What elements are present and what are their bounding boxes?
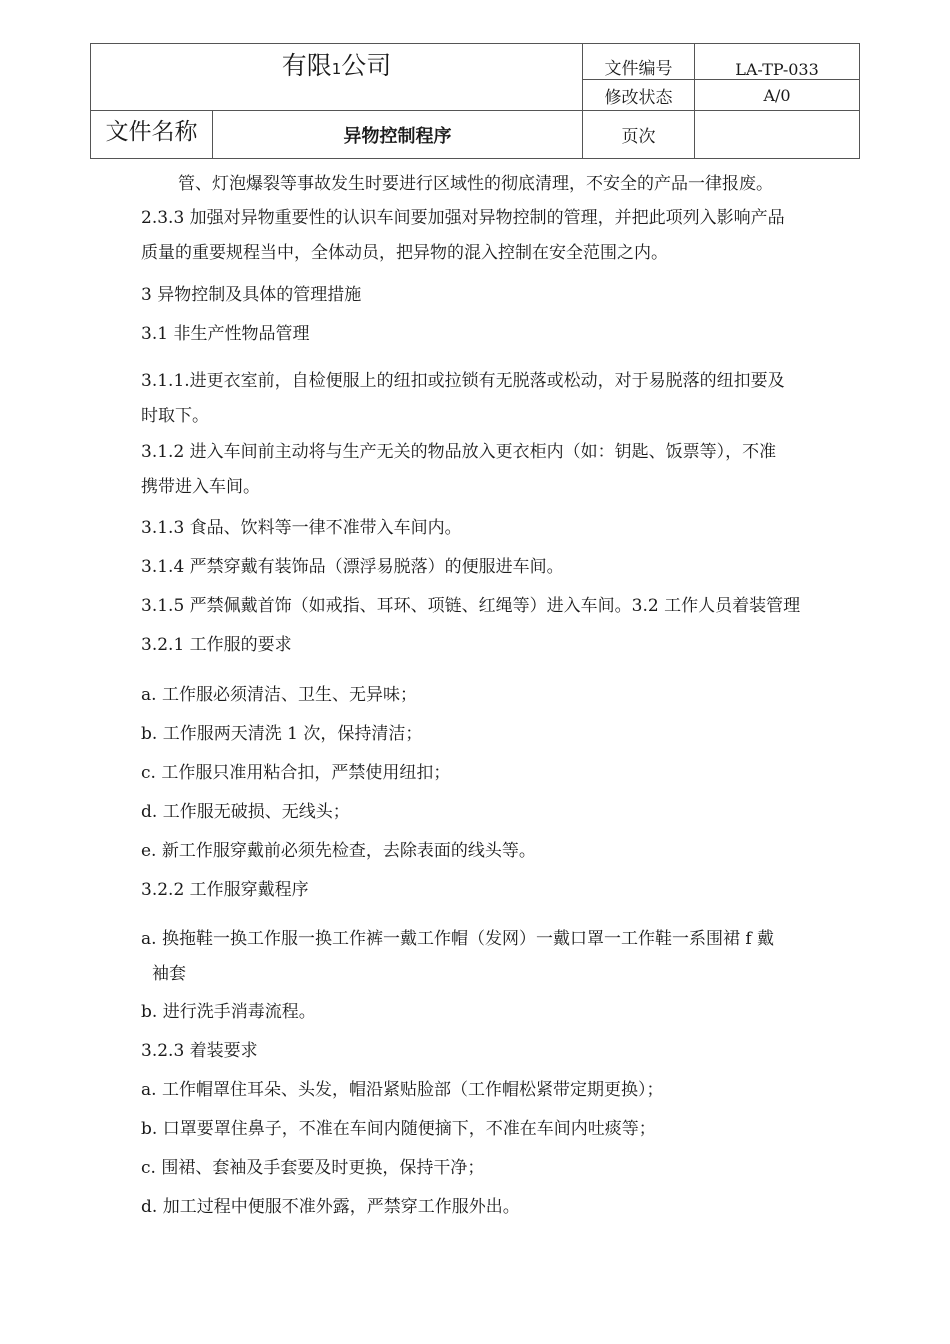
paragraph: 管、灯泡爆裂等事故发生时要进行区域性的彻底清理，不安全的产品一律报废。 [178,174,773,194]
section-heading: 3 异物控制及具体的管理措施 [141,285,362,305]
company-name-suffix: 公司 [341,51,392,80]
doc-number-label: 文件编号 [583,44,695,80]
company-name-cell [91,44,583,111]
list-item: d. 工作服无破损、无线头； [141,802,350,822]
page-value [695,111,860,159]
section-heading: 3.2.2 工作服穿戴程序 [141,880,309,900]
paragraph: 3.1.1.进更衣室前，自检便服上的纽扣或拉锁有无脱落或松动，对于易脱落的纽扣要及 [141,371,785,391]
document-header-table [90,43,860,159]
doc-number-value: LA-TP-033 [695,44,860,80]
list-item: a. 换拖鞋一换工作服一换工作裤一戴工作帽（发网）一戴口罩一工作鞋一系围裙 f 戴 [141,929,775,949]
page-label: 页次 [583,111,695,159]
paragraph: 质量的重要规程当中，全体动员，把异物的混入控制在安全范围之内。 [141,243,668,263]
list-item: b. 进行洗手消毒流程。 [141,1002,316,1022]
file-name-label: 文件名称 [91,111,213,159]
file-name-value: 异物控制程序 [213,111,583,159]
revision-value: A/0 [695,80,860,111]
list-item: c. 工作服只准用粘合扣，严禁使用纽扣； [141,763,451,783]
list-item: a. 工作帽罩住耳朵、头发，帽沿紧贴脸部（工作帽松紧带定期更换）； [141,1080,664,1100]
paragraph: 3.1.5 严禁佩戴首饰（如戒指、耳环、项链、红绳等）进入车间。3.2 工作人员着装管理 [141,596,801,616]
list-item: b. 工作服两天清洗 1 次，保持清洁； [141,724,423,744]
paragraph: 3.1.3 食品、饮料等一律不准带入车间内。 [141,518,462,538]
list-item: e. 新工作服穿戴前必须先检查，去除表面的线头等。 [141,841,536,861]
paragraph: 时取下。 [141,406,209,426]
paragraph: 携带进入车间。 [141,477,260,497]
list-item: d. 加工过程中便服不准外露，严禁穿工作服外出。 [141,1197,520,1217]
company-name-sub: 1 [331,60,342,78]
list-item: b. 口罩要罩住鼻子，不准在车间内随便摘下，不准在车间内吐痰等； [141,1119,656,1139]
list-item-continuation: 袖套 [152,964,186,984]
paragraph: 3.1.4 严禁穿戴有装饰品（漂浮易脱落）的便服进车间。 [141,557,564,577]
paragraph: 2.3.3 加强对异物重要性的认识车间要加强对异物控制的管理，并把此项列入影响产品 [141,208,785,228]
section-heading: 3.1 非生产性物品管理 [141,324,310,344]
company-name-prefix: 有限 [281,51,332,80]
list-item: a. 工作服必须清洁、卫生、无异味； [141,685,417,705]
list-item: c. 围裙、套袖及手套要及时更换，保持干净； [141,1158,485,1178]
paragraph: 3.1.2 进入车间前主动将与生产无关的物品放入更衣柜内（如：钥匙、饭票等），不准 [141,442,777,462]
revision-label: 修改状态 [583,80,695,111]
section-heading: 3.2.1 工作服的要求 [141,635,292,655]
section-heading: 3.2.3 着装要求 [141,1041,258,1061]
